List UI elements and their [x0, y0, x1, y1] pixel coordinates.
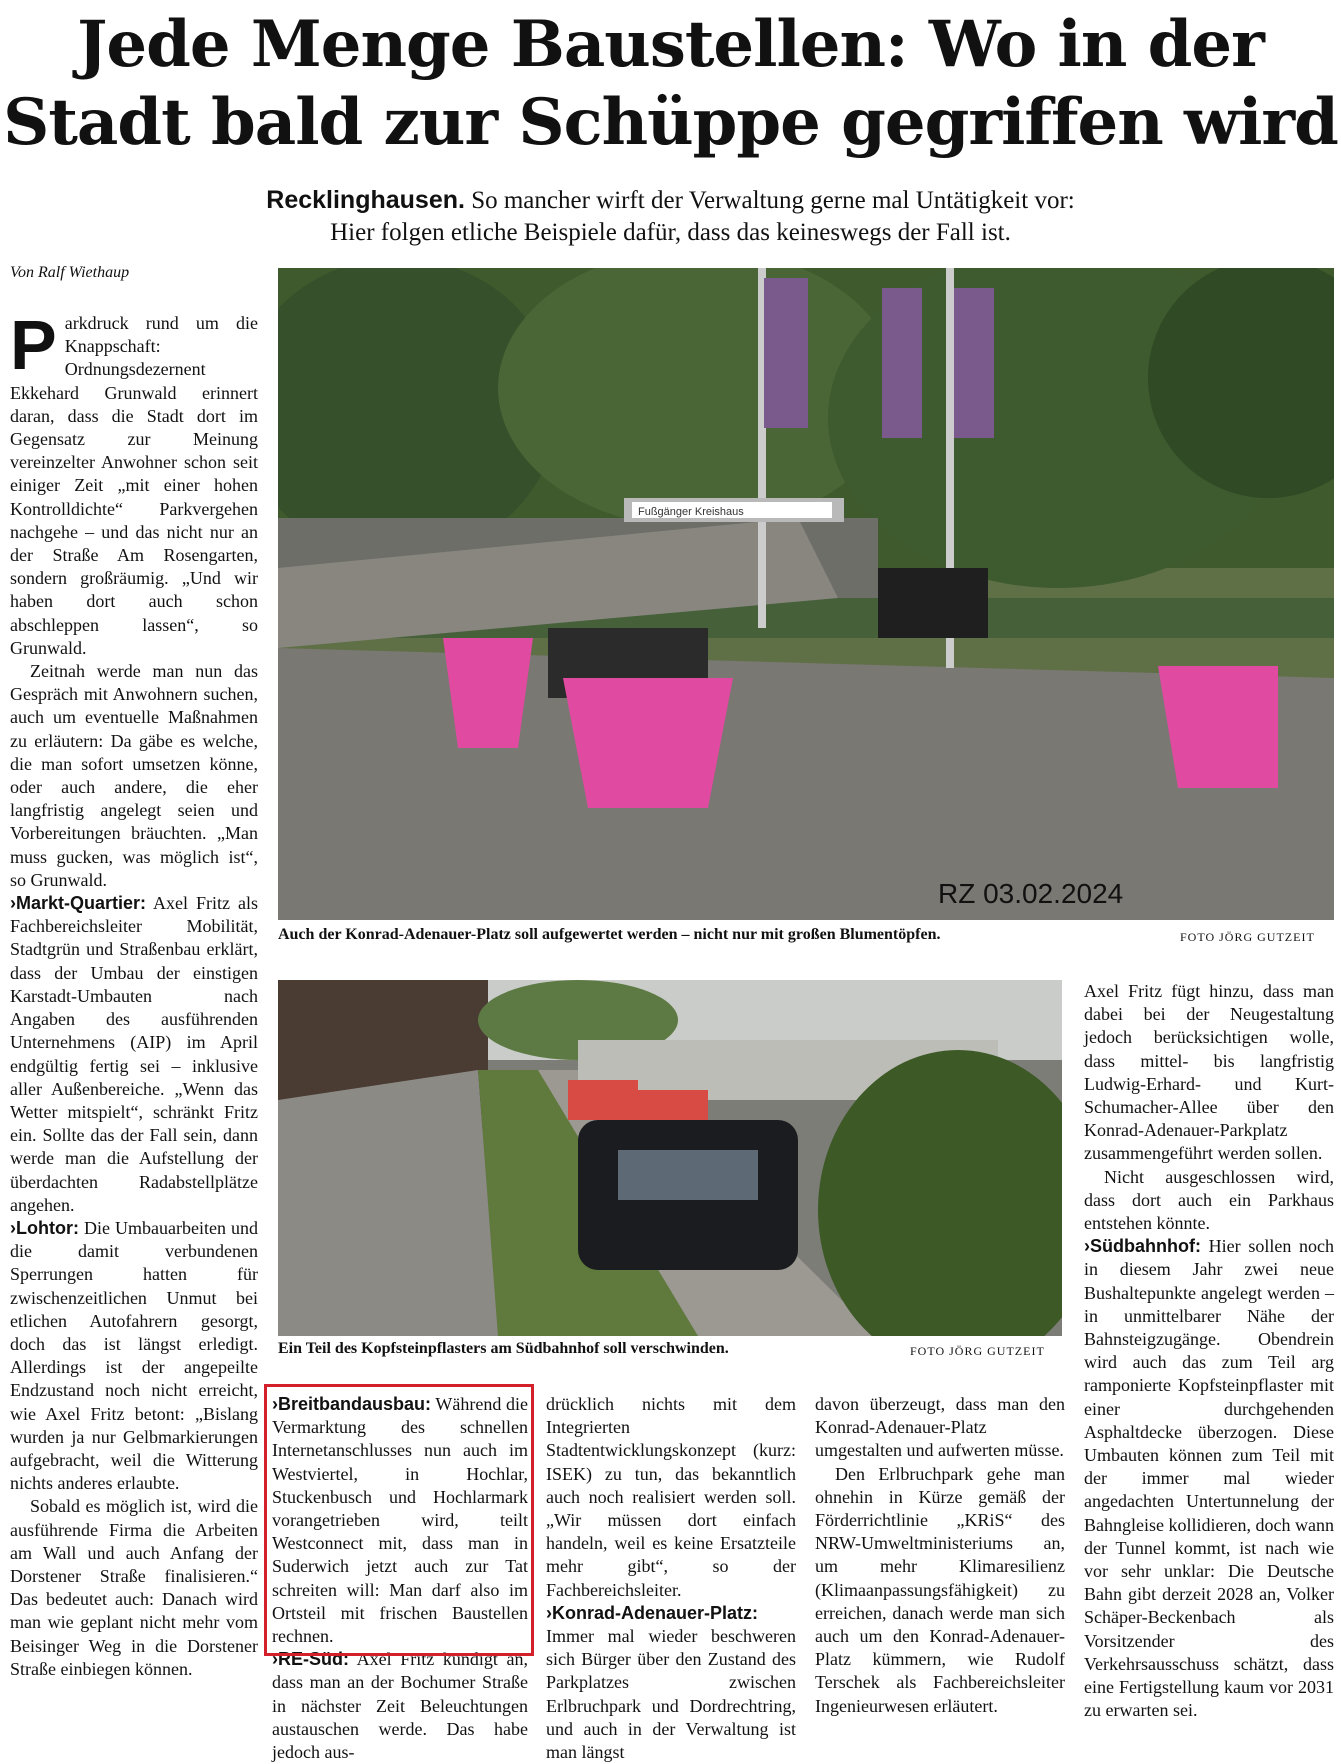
section-keyword: Breitbandausbau: [278, 1394, 432, 1414]
paragraph: Die Umbauarbeiten und die damit verbundenen Sperrungen hatten für zwischenzeitlichen Unmut bei etlichen Autofahrern gesorgt, doch das ist längst erledigt. Allerdings ist der angepeilte Endzustand noch nicht erreicht, wie Axel Fritz betont: „Bislang wurden ja nur Gelbmarkierungen aufgebracht, weil die Witterung nichts anderes erlaubte. [10, 1217, 258, 1494]
photo-illustration [278, 268, 1334, 920]
photo-2-caption: Ein Teil des Kopfsteinpflasters am Südbahnhof soll verschwinden. [278, 1340, 729, 1357]
section-marker-icon: › [546, 1602, 552, 1623]
subtitle-line-1: So mancher wirft der Verwaltung gerne mal Untätigkeit vor: [464, 187, 1075, 214]
section-marker-icon: › [272, 1394, 278, 1414]
paragraph: Immer mal wieder beschweren sich Bürger über den Zustand des Parkplatzes zwischen Erlbruchpark und Dordrechtring, und auch in der Verwaltung ist man längst [546, 1626, 796, 1763]
section-keyword: RE-Süd: [278, 1649, 349, 1670]
paragraph: drücklich nichts mit dem Integrierten Stadtentwicklungskonzept (kurz: ISEK) zu tun, das bekanntlich auch noch realisiert werden soll. „Wir müssen dort einfach handeln, weil es keine Ersatzteile mehr gibt“, so der Fachbereichsleiter. [546, 1394, 796, 1600]
subtitle-place: Recklinghausen. [266, 186, 465, 214]
photo-suedbahnhof [278, 980, 1062, 1336]
photo-1-credit: FOTO JÖRG GUTZEIT [1180, 930, 1315, 944]
article-column-3 [546, 1393, 796, 1764]
headline [0, 0, 1341, 162]
headline-line-1: Jede Menge Baustellen: Wo in der [77, 7, 1264, 82]
photo-2-credit: FOTO JÖRG GUTZEIT [910, 1344, 1045, 1358]
dropcap: P [10, 306, 57, 384]
article-column-4 [815, 1393, 1065, 1718]
article-column-2 [272, 1393, 528, 1764]
article-column-1 [10, 306, 258, 1681]
section-keyword: Südbahnhof: [1090, 1236, 1201, 1257]
paragraph: arkdruck rund um die Knappschaft: Ordnungsdezernent Ekkehard Grunwald erinnert daran, dass die Stadt dort im Gegensatz zur Meinung vereinzelter Anwohner schon seit einiger Zeit „mit einer hohen Kontrolldichte“ Parkvergehen nachgehe – und das nicht nur an der Straße Am Rosengarten, sondern großräumig. „Und wir haben dort auch schon abschleppen lassen“, so Grunwald. [10, 313, 258, 658]
paragraph: Zeitnah werde man nun das Gespräch mit Anwohnern suchen, auch um eventuelle Maßnahmen zu erläutern: Da gäbe es welche, die man sofort umsetzen könne, oder auch andere, die eher langfristig angelegt seien und Vorbereitungen bräuchten. „Man muss gucken, was möglich ist“, so Grunwald. [10, 661, 258, 890]
section-marker-icon: › [1084, 1236, 1090, 1257]
photo-konrad-adenauer-platz [278, 268, 1334, 920]
sign-text: Fußgänger Kreishaus [638, 506, 744, 518]
paragraph: davon überzeugt, dass man den Konrad-Adenauer-Platz umgestalten und aufwerten müsse. [815, 1394, 1065, 1461]
section-marker-icon: › [10, 1217, 16, 1238]
paragraph: Nicht ausgeschlossen wird, dass dort auch ein Parkhaus entstehen könnte. [1084, 1166, 1334, 1234]
paragraph: Axel Fritz kündigt an, dass man an der Bochumer Straße in nächster Zeit Beleuchtungen austauschen werde. Das habe jedoch aus- [272, 1649, 528, 1763]
photo-1-caption: Auch der Konrad-Adenauer-Platz soll aufgewertet werden – nicht nur mit großen Blumentöpfen. [278, 926, 941, 943]
byline: Von Ralf Wiethaup [10, 264, 130, 281]
subtitle [0, 184, 1341, 249]
photo-illustration [278, 980, 1062, 1336]
section-keyword: Konrad-Adenauer-Platz: [552, 1602, 759, 1623]
section-keyword: Lohtor: [16, 1217, 79, 1238]
section-marker-icon: › [272, 1649, 278, 1670]
paragraph: Hier sollen noch in diesem Jahr zwei neue Bushaltepunkte angelegt werden – in unmittelbarer Nähe der Bahnsteigzugänge. Obendrein wird auch das zum Teil arg ramponierte Kopfsteinpflaster mit einer durchgehenden Asphaltdecke überzogen. Diese Umbauten können zum Teil mit der immer mal wieder angedachten Untertunnelung der Bahngleise kollidieren, doch wann der Tunnel kommt, ist nach wie vor sehr unklar: Die Deutsche Bahn gibt derzeit 2028 an, Volker Schäper-Beckenbach als Vorsitzender des Verkehrsausschuss schätzt, dass eine Fertigstellung kaum vor 2031 zu erwarten sei. [1084, 1236, 1334, 1721]
paragraph: Axel Fritz als Fachbereichsleiter Mobilität, Stadtgrün und Straßenbau erklärt, dass der Umbau der einstigen Karstadt-Umbauten nach Angaben des ausführenden Unternehmens (AIP) im April endgültig fertig sei – inklusive aller Außenbereiche. „Wenn das Wetter mitspielt“, schränkt Fritz ein. Sollte das der Fall sein, dann werde man die Aufstellung der überdachten Radabstellplätze angehen. [10, 893, 258, 1215]
headline-line-2: Stadt bald zur Schüppe gegriffen wird [3, 85, 1338, 160]
paragraph: Den Erlbruchpark gehe man ohnehin in Kürze gemäß der Förderrichtlinie „KRiS“ des NRW-Umweltministeriums an, um mehr Klimaresilienz (Klimaanpassungsfähigkeit) zu erreichen, danach werde man sich auch um den Konrad-Adenauer-Platz kümmern, wie Rudolf Terschek als Fachbereichsleiter Ingenieurwesen erläutert. [815, 1463, 1065, 1716]
article-column-5 [1084, 980, 1334, 1723]
paragraph: Axel Fritz fügt hinzu, dass man dabei bei der Neugestaltung jedoch berücksichtigen wolle, dass mittel- bis langfristig Ludwig-Erhard- und Kurt-Schumacher-Allee über den Konrad-Adenauer-Parkplatz zusammengeführt werden sollen. [1084, 981, 1334, 1164]
paragraph: Sobald es möglich ist, wird die ausführende Firma die Arbeiten am Wall und auch Anfang der Dorstener Straße finalisieren.“ Das bedeutet auch: Danach wird man wie geplant nicht mehr vom Beisinger Weg in die Dorstener Straße einbiegen können. [10, 1496, 258, 1679]
date-stamp: RZ 03.02.2024 [938, 878, 1124, 909]
section-marker-icon: › [10, 893, 16, 914]
section-keyword: Markt-Quartier: [16, 893, 147, 914]
subtitle-line-2: Hier folgen etliche Beispiele dafür, dass das keineswegs der Fall ist. [330, 219, 1011, 246]
paragraph: Während die Vermarktung des schnellen Internetanschlusses nun auch im Westviertel, in Hochlar, Stuckenbusch und Hochlarmark vorangetrieben wird, teilt Westconnect mit, dass man in Suderwich jetzt auch zur Tat schreiten will: Man darf also im Ortsteil mit frischen Baustellen rechnen. [272, 1394, 528, 1647]
